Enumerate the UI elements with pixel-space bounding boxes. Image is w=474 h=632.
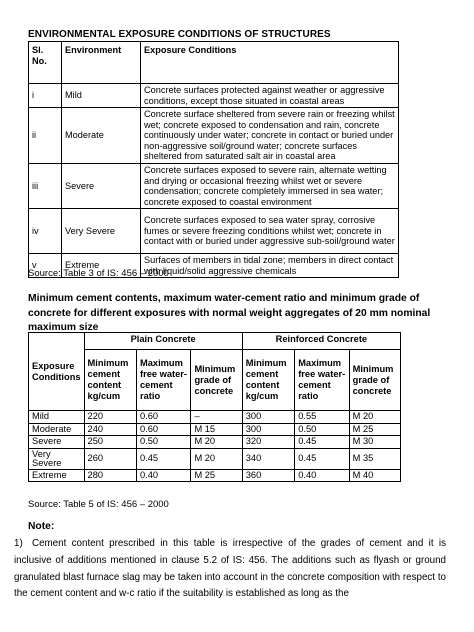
cell-sl-no: iv — [29, 209, 62, 254]
header-exposure-conditions: Exposure Conditions — [141, 42, 399, 84]
section-paragraph: Minimum cement contents, maximum water-cement ratio and minimum grade of concrete for different exposures with normal weight aggregates of 20 mm nominal maximum size — [28, 293, 431, 333]
cell-exposure: Severe — [29, 436, 85, 449]
table-row — [29, 164, 399, 209]
cell-exposure-condition: Surfaces of members in tidal zone; members in direct contact with liquid/solid aggressive chemicals — [141, 254, 399, 278]
cell-value: 0.45 — [136, 448, 190, 469]
cell-exposure: Moderate — [29, 423, 85, 436]
cell-value: M 30 — [349, 436, 400, 449]
cell-value: 340 — [242, 448, 294, 469]
cell-exposure-condition: Concrete surface sheltered from severe rain or freezing whilst wet; concrete exposed to condensation and rain, concrete continuously under water; concrete in contact or buried under non-aggressive soil/ground water; concrete surfaces sheltered from saturated salt air in coastal area — [141, 108, 399, 164]
cell-value: – — [191, 411, 242, 424]
cell-value: M 15 — [191, 423, 242, 436]
cell-sl-no: v — [29, 254, 62, 278]
cell-value: 360 — [242, 469, 294, 482]
cell-value: M 40 — [349, 469, 400, 482]
cell-value: M 35 — [349, 448, 400, 469]
cell-value: M 20 — [191, 448, 242, 469]
cell-value: 0.40 — [136, 469, 190, 482]
cell-value: 0.45 — [295, 448, 349, 469]
cell-value: 240 — [84, 423, 136, 436]
note-text: Cement content prescribed in this table is irrespective of the grades of cement and it is inclusive of additions mentioned in clause 5.2 of IS: 456. The additions such as flyash or ground granulated blast furnace slag may be taken into account in the concrete composition with respect to the cement content and w-c ratio if the suitability is established as long as the — [14, 538, 446, 600]
header-plain-concrete: Plain Concrete — [84, 333, 242, 350]
cell-exposure-condition: Concrete surfaces exposed to sea water spray, corrosive fumes or severe freezing conditions whilst wet; concrete in contact with or buried under aggressive sub-soil/ground water — [141, 209, 399, 254]
cell-sl-no: i — [29, 84, 62, 108]
exposure-conditions-table — [28, 41, 399, 278]
cell-value: M 20 — [349, 411, 400, 424]
header-plain-min-grade: Minimum grade of concrete — [191, 350, 242, 411]
cell-value: M 25 — [349, 423, 400, 436]
cell-value: 260 — [84, 448, 136, 469]
header-exposure-conditions: Exposure Conditions — [29, 333, 85, 411]
cement-content-table — [28, 332, 401, 482]
cell-sl-no: iii — [29, 164, 62, 209]
cell-environment: Very Severe — [62, 209, 141, 254]
header-rc-max-wc-ratio: Maximum free water-cement ratio — [295, 350, 349, 411]
table-row — [29, 209, 399, 254]
cell-exposure: Very Severe — [29, 448, 85, 469]
header-plain-min-cement: Minimum cement content kg/cum — [84, 350, 136, 411]
cell-value: 0.60 — [136, 411, 190, 424]
cell-value: 320 — [242, 436, 294, 449]
table-row — [29, 411, 401, 424]
cell-exposure: Mild — [29, 411, 85, 424]
table-row — [29, 469, 401, 482]
cell-value: M 25 — [191, 469, 242, 482]
table-row — [29, 108, 399, 164]
table-header-row — [29, 333, 401, 350]
table1-source: Source: Table 3 of IS: 456 – 2000 — [28, 268, 169, 279]
table-row — [29, 436, 401, 449]
header-sl-no: Sl. No. — [29, 42, 62, 84]
table-row — [29, 448, 401, 469]
table-header-row — [29, 42, 399, 84]
header-environment: Environment — [62, 42, 141, 84]
cell-value: 0.55 — [295, 411, 349, 424]
table-subheader-row — [29, 350, 401, 411]
cell-environment: Extreme — [62, 254, 141, 278]
page-heading: ENVIRONMENTAL EXPOSURE CONDITIONS OF STRUCTURES — [28, 29, 331, 40]
header-plain-max-wc-ratio: Maximum free water-cement ratio — [136, 350, 190, 411]
cell-environment: Severe — [62, 164, 141, 209]
cell-value: 300 — [242, 411, 294, 424]
cell-exposure-condition: Concrete surfaces protected against weather or aggressive conditions, except those situated in coastal areas — [141, 84, 399, 108]
cell-exposure-condition: Concrete surfaces exposed to severe rain, alternate wetting and drying or occasional freezing whilst wet or severe condensation; concrete completely immersed in sea water; concrete exposed to coastal environment — [141, 164, 399, 209]
cell-value: M 20 — [191, 436, 242, 449]
table-row — [29, 84, 399, 108]
cell-exposure: Extreme — [29, 469, 85, 482]
cell-environment: Mild — [62, 84, 141, 108]
cell-value: 0.50 — [136, 436, 190, 449]
note-body — [14, 536, 446, 603]
header-rc-min-grade: Minimum grade of concrete — [349, 350, 400, 411]
cell-value: 0.50 — [295, 423, 349, 436]
table2-source: Source: Table 5 of IS: 456 – 2000 — [28, 499, 169, 510]
cell-value: 0.40 — [295, 469, 349, 482]
cell-sl-no: ii — [29, 108, 62, 164]
note-number: 1) — [14, 538, 23, 549]
cell-value: 220 — [84, 411, 136, 424]
cell-value: 280 — [84, 469, 136, 482]
cell-value: 300 — [242, 423, 294, 436]
header-rc-min-cement: Minimum cement content kg/cum — [242, 350, 294, 411]
cell-environment: Moderate — [62, 108, 141, 164]
header-reinforced-concrete: Reinforced Concrete — [242, 333, 400, 350]
note-title: Note: — [28, 521, 55, 532]
table-row — [29, 423, 401, 436]
cell-value: 250 — [84, 436, 136, 449]
cell-value: 0.60 — [136, 423, 190, 436]
cell-value: 0.45 — [295, 436, 349, 449]
